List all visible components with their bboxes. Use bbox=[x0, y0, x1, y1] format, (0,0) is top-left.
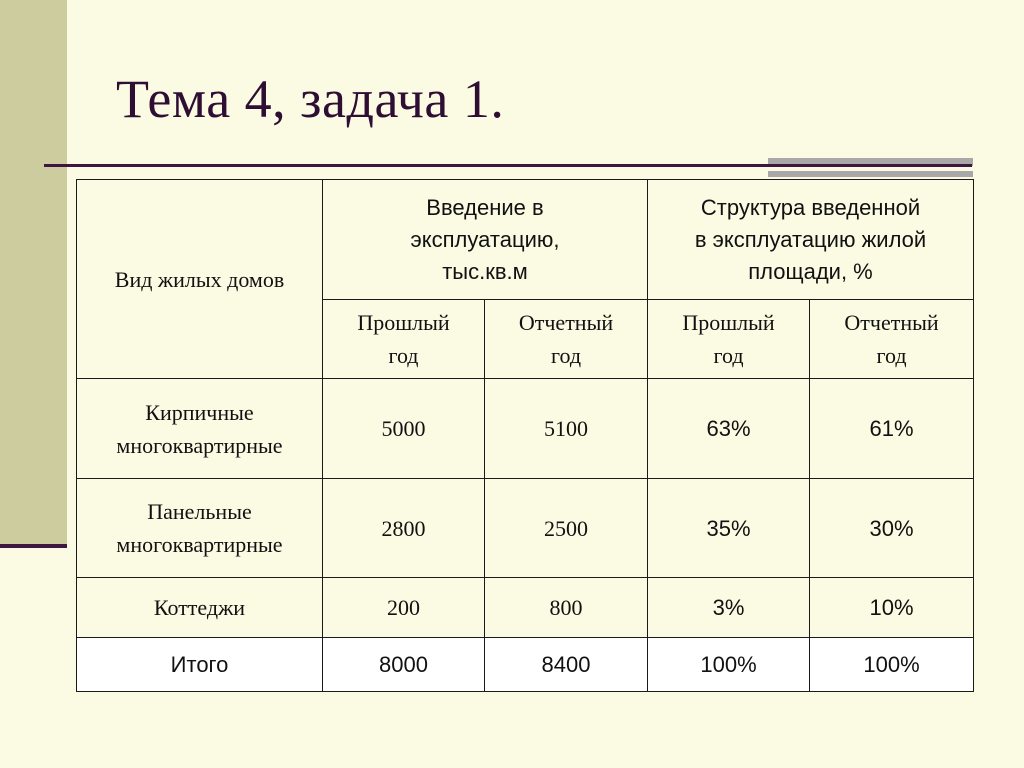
subheader-line: год bbox=[388, 343, 419, 368]
subheader-prev-year bbox=[323, 300, 485, 379]
subheader-prev-year-share bbox=[648, 300, 810, 379]
header-commissioning-line: эксплуатацию, bbox=[410, 226, 560, 252]
cell-curr: 800 bbox=[485, 578, 648, 638]
cell-share-prev: 63% bbox=[648, 379, 810, 479]
row-name bbox=[77, 379, 323, 479]
cell-prev: 5000 bbox=[323, 379, 485, 479]
left-decor-band bbox=[0, 0, 67, 544]
table-row bbox=[77, 578, 974, 638]
cell-share-curr: 10% bbox=[810, 578, 974, 638]
total-prev: 8000 bbox=[323, 638, 485, 692]
header-commissioning-line: тыс.кв.м bbox=[442, 258, 528, 284]
header-commissioning-line: Введение в bbox=[426, 194, 544, 220]
header-structure-line: площади, % bbox=[748, 258, 873, 284]
row-name-line: многоквартирные bbox=[116, 532, 283, 557]
slide-title: Тема 4, задача 1. bbox=[116, 69, 505, 129]
title-rule bbox=[44, 164, 972, 167]
table-row-total bbox=[77, 638, 974, 692]
cell-share-curr: 61% bbox=[810, 379, 974, 479]
row-name-line: многоквартирные bbox=[116, 432, 283, 458]
subheader-line: год bbox=[876, 343, 907, 368]
subheader-line: Прошлый bbox=[357, 310, 450, 335]
subheader-line: Отчетный bbox=[844, 310, 939, 335]
total-share-prev: 100% bbox=[648, 638, 810, 692]
header-housing-type bbox=[77, 180, 323, 379]
subheader-line: Отчетный bbox=[518, 310, 614, 335]
cell-share-prev: 3% bbox=[648, 578, 810, 638]
cell-share-prev: 35% bbox=[648, 479, 810, 578]
header-structure-line: Структура введенной bbox=[700, 194, 921, 220]
row-name-line: Кирпичные bbox=[145, 399, 254, 425]
row-name: Коттеджи bbox=[77, 578, 323, 638]
cell-curr: 2500 bbox=[485, 479, 648, 578]
subheader-report-year bbox=[485, 300, 648, 379]
subheader-line: год bbox=[550, 343, 582, 368]
subheader-line: Прошлый bbox=[682, 310, 775, 335]
header-structure bbox=[648, 180, 974, 300]
header-housing-type-label: Вид жилых домов bbox=[114, 266, 285, 292]
subheader-line: год bbox=[713, 343, 744, 368]
housing-table bbox=[76, 179, 974, 692]
header-commissioning bbox=[323, 180, 648, 300]
total-share-curr: 100% bbox=[810, 638, 974, 692]
title-rule-gray-bottom bbox=[768, 171, 973, 177]
row-name-line: Панельные bbox=[147, 499, 252, 524]
cell-curr: 5100 bbox=[485, 379, 648, 479]
subheader-report-year-share bbox=[810, 300, 974, 379]
table-row bbox=[77, 479, 974, 578]
total-label: Итого bbox=[77, 638, 323, 692]
table-row bbox=[77, 379, 974, 479]
header-structure-line: в эксплуатацию жилой bbox=[694, 226, 927, 252]
left-decor-line bbox=[0, 544, 67, 548]
cell-share-curr: 30% bbox=[810, 479, 974, 578]
total-curr: 8400 bbox=[485, 638, 648, 692]
cell-prev: 200 bbox=[323, 578, 485, 638]
cell-prev: 2800 bbox=[323, 479, 485, 578]
row-name bbox=[77, 479, 323, 578]
